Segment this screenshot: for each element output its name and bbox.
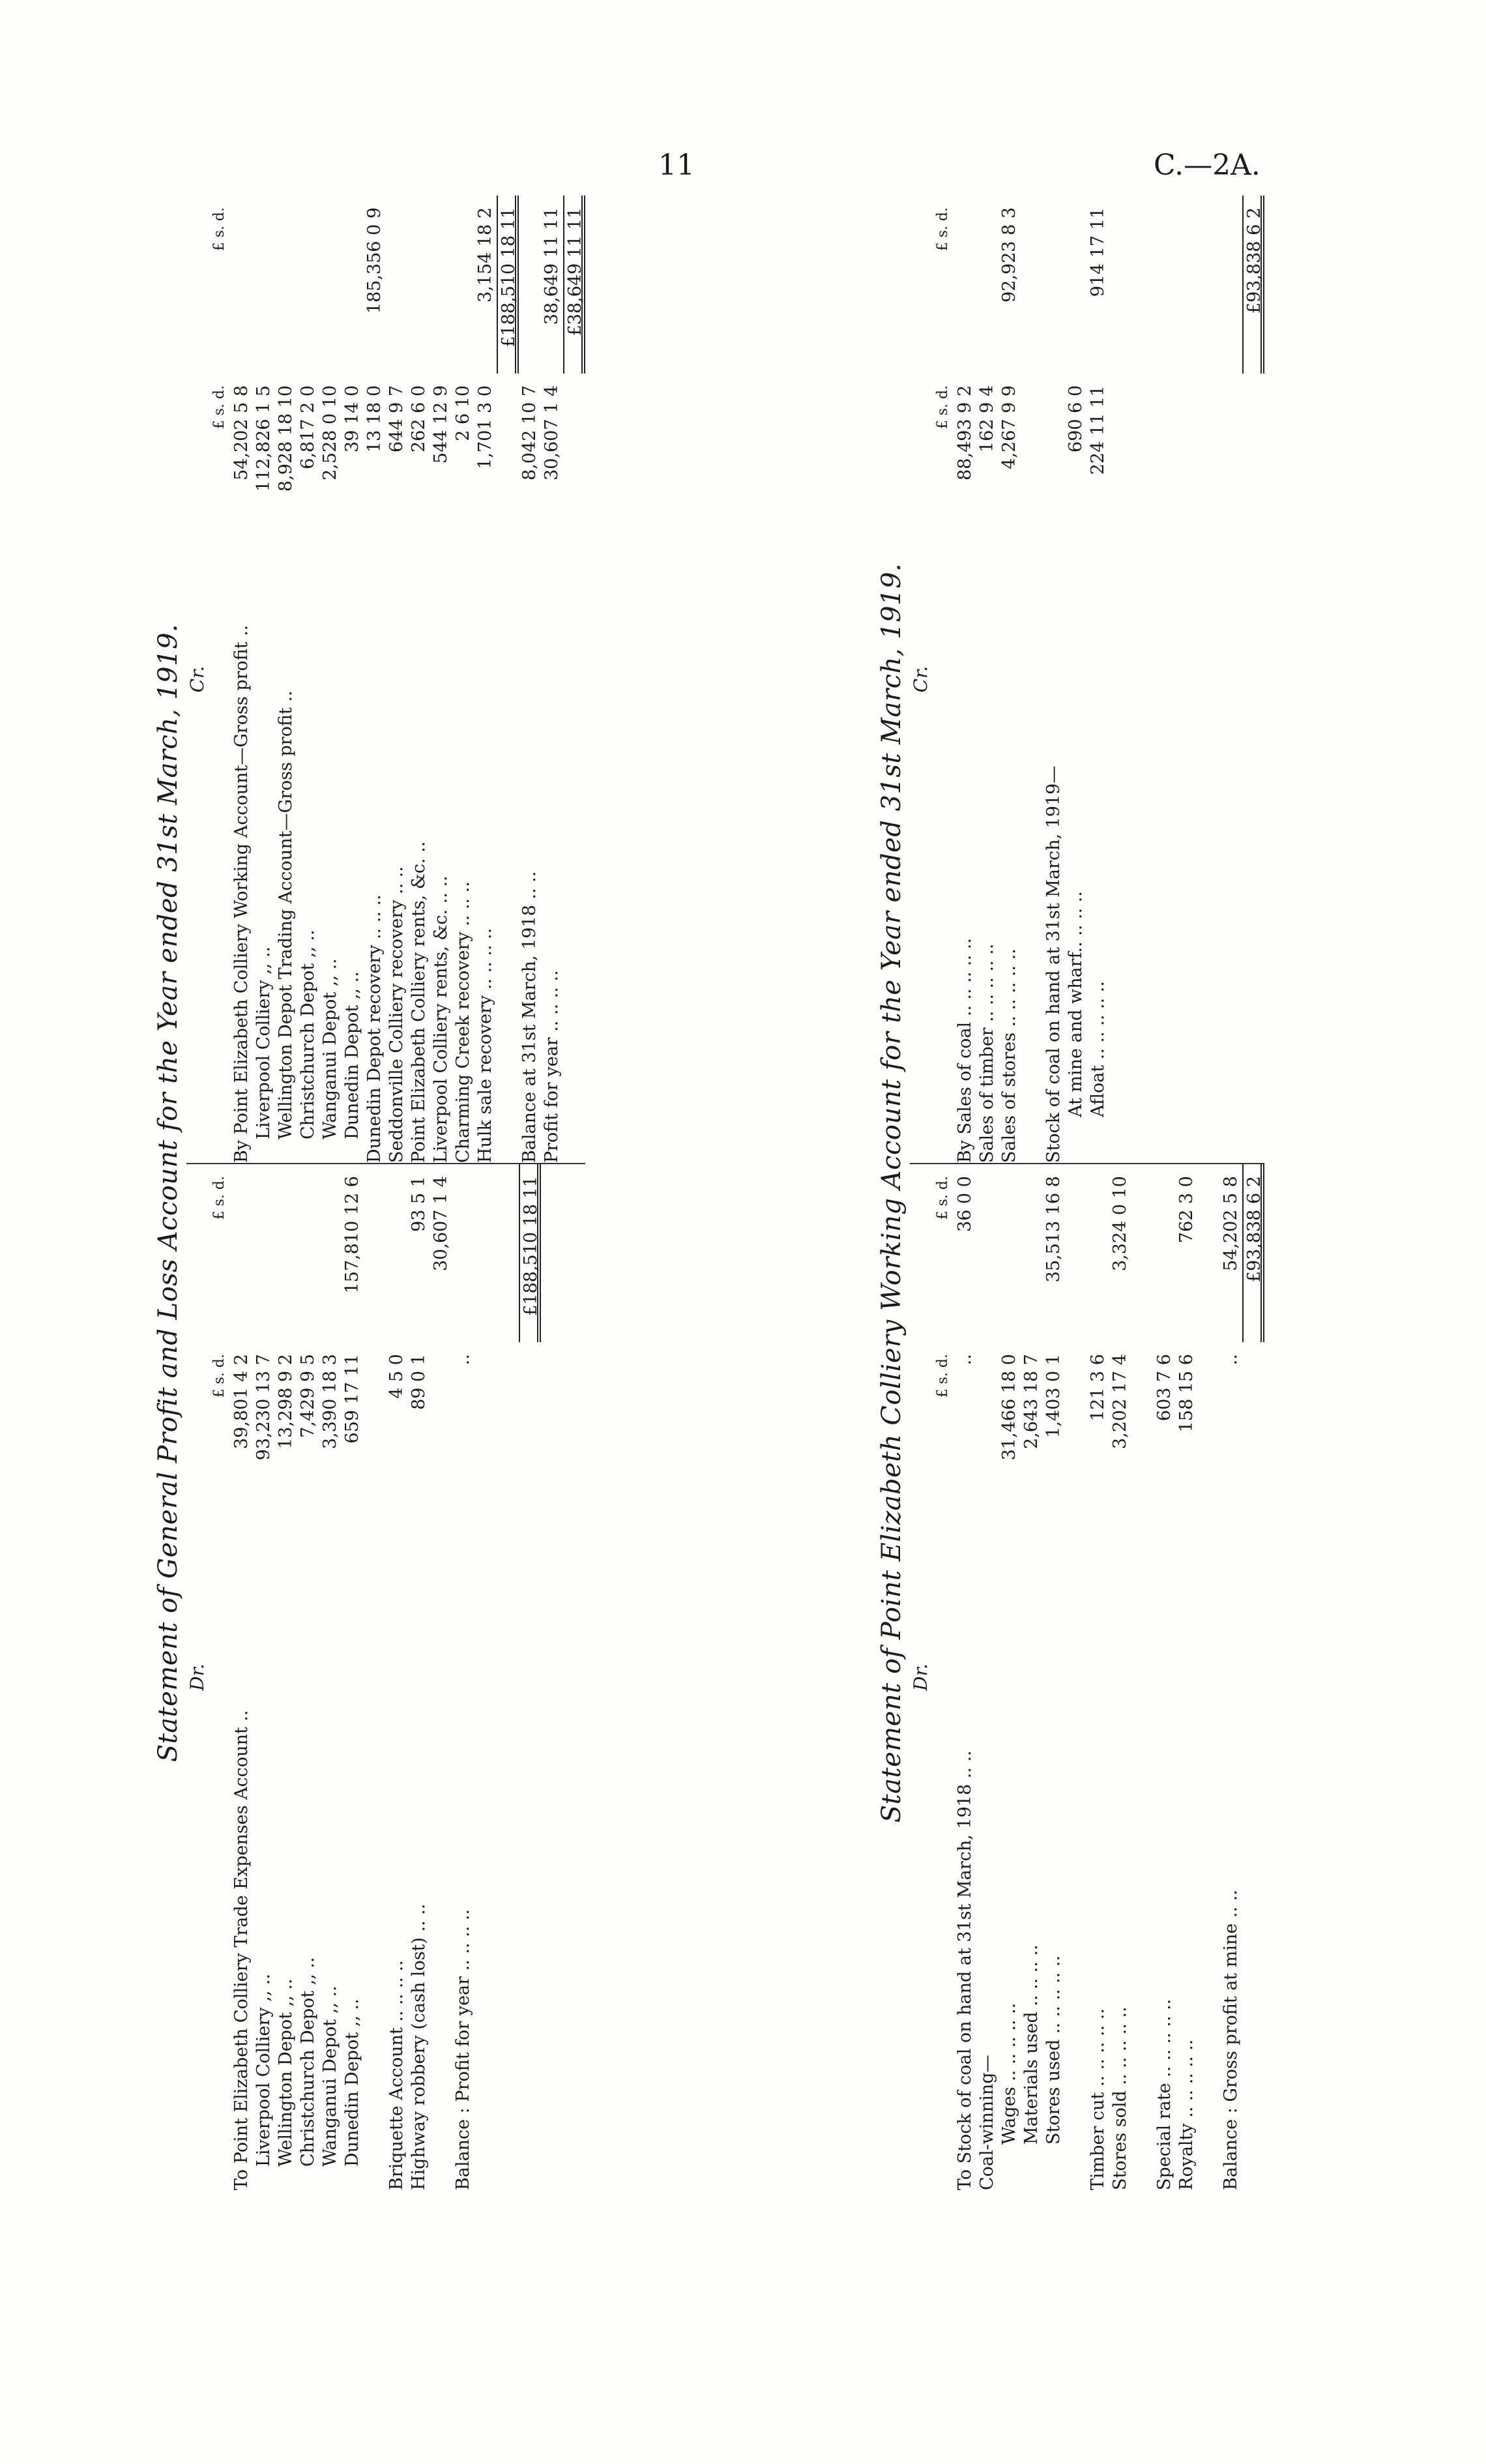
ledger-amount [497, 1342, 519, 1520]
ledger-description: Stores sold .. .. .. .. .. [1110, 2006, 1130, 2190]
ledger-description [497, 551, 519, 1163]
ledger-amount: .. [453, 1354, 473, 1366]
ledger-description: To Point Elizabeth Colliery Trade Expenses Account .. [231, 1710, 252, 2190]
ledger-row [998, 196, 1021, 1163]
ledger-description: Stock of coal on hand at 31st March, 1919— [1043, 765, 1064, 1164]
ledger-description: Charming Creek recovery .. .. .. [453, 881, 473, 1164]
ledger-total [408, 196, 430, 374]
ledger-amount: 7,429 9 5 [298, 1354, 318, 1438]
ledger-amount: 262 6 0 [409, 385, 429, 453]
ledger-row [1198, 1164, 1220, 2190]
ledger-description: Wellington Depot Trading Account—Gross profit .. [276, 690, 296, 1140]
ledger-total: 30,607 1 4 [431, 1176, 451, 1272]
ledger-amount: 1,403 0 1 [1043, 1354, 1064, 1438]
page-number: 11 [658, 149, 695, 182]
general-profit-loss-statement [150, 196, 736, 2190]
ledger-row [954, 1164, 976, 2190]
ledger-amount: 544 12 9 [431, 385, 451, 464]
ledger-row [541, 196, 563, 1163]
ledger-description: To Stock of coal on hand at 31st March, 1918 .. .. [955, 1750, 975, 2190]
ledger-description: Coal-winning— [977, 2055, 997, 2190]
ledger-description [563, 551, 585, 1163]
ledger-total [452, 196, 474, 374]
ledger-amount: 8,928 18 10 [276, 385, 296, 492]
ledger-total: 762 3 0 [1176, 1176, 1197, 1244]
ledger-row [1109, 1164, 1131, 2190]
ledger-total [430, 196, 452, 374]
ledger-amount [1043, 374, 1065, 551]
ledger-total [1154, 196, 1176, 374]
ledger-total [386, 196, 408, 374]
ledger-row [1087, 1164, 1109, 2190]
ledger-amount: 13,298 9 2 [276, 1354, 296, 1450]
ledger-amount: 89 0 1 [409, 1354, 429, 1410]
ledger-description: Dunedin Depot ,, .. [342, 971, 362, 1140]
ledger-row [430, 1164, 452, 2190]
ledger-row [319, 196, 342, 1163]
column-header: £ s. d. [935, 385, 951, 430]
ledger-amount: .. [955, 1354, 975, 1366]
ledger-total: 185,356 0 9 [364, 207, 385, 314]
column-header: £ s. d. [211, 385, 227, 430]
ledger-total [1043, 196, 1065, 374]
ledger-row [1021, 1164, 1043, 2190]
ledger-amount: 603 7 6 [1154, 1354, 1174, 1422]
ledger-total [976, 1164, 998, 1342]
ledger-amount: 2 6 10 [453, 385, 473, 441]
ledger-description: Stores used .. .. .. .. .. [1043, 1955, 1064, 2145]
ledger-row [342, 1164, 364, 2190]
ledger-amount: 4 5 0 [386, 1354, 407, 1399]
ledger-row [1021, 196, 1043, 1163]
ledger-row [1154, 196, 1176, 1163]
credit-side [186, 196, 585, 1164]
ledger-description: Timber cut .. .. .. .. .. [1088, 2008, 1108, 2190]
ledger-amount: 3,202 17 4 [1110, 1354, 1130, 1450]
debit-label: Dr. [910, 1664, 931, 1691]
ledger-total [319, 196, 342, 374]
ledger-row [430, 196, 452, 1163]
ledger-description: Dunedin Depot ,, .. [342, 1999, 362, 2167]
ledger-amount: 690 6 0 [1066, 385, 1086, 453]
ledger-total [1021, 1164, 1043, 1342]
ledger-row [1176, 1164, 1198, 2190]
ledger-total [1198, 1164, 1220, 1342]
ledger-description: Briquette Account .. .. .. .. [386, 1960, 407, 2190]
ledger-amount [1131, 1342, 1154, 1520]
ledger-description: Balance at 31st March, 1918 .. .. [519, 871, 540, 1164]
ledger-total [275, 196, 297, 374]
ledger-description: Wages .. .. .. .. .. [999, 2002, 1019, 2145]
column-header: £ s. d. [935, 207, 951, 252]
ledger-description [1242, 551, 1264, 1163]
ledger-description: Afloat .. .. .. .. .. [1088, 981, 1108, 1118]
ledger-amount: 162 9 4 [977, 385, 997, 453]
column-headers [209, 196, 231, 1163]
ledger-description: Balance : Profit for year .. .. .. .. [453, 1909, 473, 2190]
ledger-description: At mine and wharf.. .. .. .. [1066, 891, 1086, 1118]
ledger-total: £93,838 6 2 [1242, 1164, 1264, 1342]
ledger-amount: 3,390 18 3 [320, 1354, 340, 1450]
ledger-row [1043, 196, 1065, 1163]
ledger-row [1131, 1164, 1154, 2190]
ledger-amount: 112,826 1 5 [254, 385, 274, 492]
ledger-description: Wanganui Depot ,, .. [320, 1986, 340, 2167]
ledger-amount [1176, 374, 1198, 551]
ledger-description [497, 1520, 519, 2190]
ledger-row [1198, 196, 1220, 1163]
ledger-row [253, 1164, 275, 2190]
ledger-total [1220, 196, 1242, 374]
ledger-total [297, 196, 319, 374]
ledger-description [1131, 551, 1154, 1163]
ledger-total [519, 196, 541, 374]
ledger-row [1087, 196, 1109, 1163]
ledger-row [408, 196, 430, 1163]
ledger-total: 3,324 0 10 [1110, 1176, 1130, 1272]
ledger-description [430, 1520, 452, 2190]
ledger-amount [1131, 374, 1154, 551]
column-header: £ s. d. [211, 1354, 227, 1398]
ledger-total [1198, 196, 1220, 374]
ledger-description: Highway robbery (cash lost) .. .. [409, 1903, 429, 2190]
ledger-row [1065, 196, 1087, 1163]
ledger-row [452, 196, 474, 1163]
ledger-total: 914 17 11 [1088, 207, 1108, 297]
ledger-description: Dunedin Depot recovery .. .. .. [364, 894, 385, 1164]
ledger-amount: 6,817 2 0 [298, 385, 318, 469]
ledger-total: 92,923 8 3 [999, 207, 1019, 302]
ledger-row [519, 196, 541, 1163]
ledger-total [998, 1164, 1021, 1342]
ledger-amount: 39,801 4 2 [231, 1354, 252, 1450]
ledger-description [1198, 551, 1220, 1163]
ledger-total: 54,202 5 8 [1221, 1176, 1241, 1272]
ledger-row [1220, 1164, 1242, 2190]
ledger-total [452, 1164, 474, 1342]
ledger-total [1109, 196, 1131, 374]
column-header: £ s. d. [211, 1176, 227, 1220]
ledger-total [954, 196, 976, 374]
ledger-amount: 31,466 18 0 [999, 1354, 1019, 1461]
ledger-amount [1021, 374, 1043, 551]
ledger-description: Wellington Depot ,, .. [276, 1978, 296, 2167]
ledger-row [231, 196, 253, 1163]
ledger-amount: 644 9 7 [386, 385, 407, 453]
ledger-description [474, 1520, 497, 2190]
ledger-row [563, 196, 585, 1163]
ledger-row [474, 196, 497, 1163]
ledger-row [1242, 1164, 1264, 2190]
ledger-total [497, 1164, 519, 1342]
ledger-row [1109, 196, 1131, 1163]
ledger-description: Liverpool Colliery ,, .. [254, 946, 274, 1140]
ledger-row [275, 196, 297, 1163]
ledger-row [497, 1164, 519, 2190]
column-header: £ s. d. [211, 207, 227, 252]
credit-label: Cr. [186, 666, 208, 693]
ledger-description: Sales of stores .. .. .. .. .. [999, 948, 1019, 1164]
ledger-description: Balance : Gross profit at mine .. .. [1221, 1890, 1241, 2190]
ledger-row [1242, 196, 1264, 1163]
ledger-amount: 659 17 11 [342, 1354, 362, 1444]
ledger-total: 36 0 0 [955, 1176, 975, 1232]
ledger-total: £188,510 18 11 [497, 196, 519, 374]
column-headers [209, 1164, 231, 2190]
ledger-total [1131, 1164, 1154, 1342]
ledger-amount [1198, 1342, 1220, 1520]
ledger-description: Hulk sale recovery .. .. .. .. [475, 928, 495, 1164]
ledger-amount: 88,493 9 2 [955, 385, 975, 480]
ledger-description: Liverpool Colliery rents, &c. .. .. [431, 875, 451, 1164]
ledger-amount: .. [1221, 1354, 1241, 1366]
ledger-amount: 4,267 9 9 [999, 385, 1019, 469]
debit-side [910, 1164, 1264, 2190]
statement-title: Statement of Point Elizabeth Colliery Working Account for the Year ended 31st March, 1919. [877, 563, 907, 1823]
ledger-total [319, 1164, 342, 1342]
ledger-row [954, 196, 976, 1163]
ledger-total [1021, 196, 1043, 374]
ledger-total [231, 196, 253, 374]
ledger-total: £93,838 6 2 [1242, 196, 1264, 374]
ledger-row [364, 1164, 386, 2190]
ledger-amount: 30,607 1 4 [542, 385, 562, 480]
ledger-description: Special rate .. .. .. .. .. [1154, 1999, 1174, 2190]
ledger-description [1021, 551, 1043, 1163]
ledger-total: £188,510 18 11 [519, 1164, 541, 1342]
debit-side [186, 1164, 541, 2190]
ledger-total: 93 5 1 [409, 1176, 429, 1232]
ledger-row [386, 1164, 408, 2190]
ledger-description [1198, 1520, 1220, 2190]
ledger-amount [497, 374, 519, 551]
ledger-total [474, 1164, 497, 1342]
ledger-description: Liverpool Colliery ,, .. [254, 1973, 274, 2167]
ledger-total: 157,810 12 6 [342, 1176, 362, 1294]
ledger-row [519, 1164, 541, 2190]
ledger-total [1131, 196, 1154, 374]
ledger-amount: 2,528 0 10 [320, 385, 340, 480]
debit-label: Dr. [186, 1664, 208, 1691]
ledger-description: Seddonville Colliery recovery .. .. [386, 866, 407, 1164]
ledger-total [1176, 196, 1198, 374]
credit-label: Cr. [910, 666, 931, 693]
ledger-row [497, 196, 519, 1163]
ledger-row [1131, 196, 1154, 1163]
ledger-description: Christchurch Depot ,, .. [298, 1957, 318, 2167]
ledger-amount [1242, 374, 1264, 551]
ledger-total [275, 1164, 297, 1342]
page-reference: C.—2A. [1154, 149, 1260, 182]
ledger-description [1220, 551, 1242, 1163]
ledger-amount: 8,042 10 7 [519, 385, 540, 480]
ledger-row [1176, 196, 1198, 1163]
column-headers [932, 196, 954, 1163]
ledger-amount [1220, 374, 1242, 551]
ledger-amount [976, 1342, 998, 1520]
ledger-total [1087, 1164, 1109, 1342]
ledger-total: 35,513 16 8 [1043, 1176, 1064, 1283]
ledger-total [1065, 1164, 1087, 1342]
ledger-description [1065, 1520, 1087, 2190]
ledger-amount: 121 3 6 [1088, 1354, 1108, 1422]
ledger-row [408, 1164, 430, 2190]
ledger-row [297, 196, 319, 1163]
ledger-description: Wanganui Depot ,, .. [320, 958, 340, 1140]
credit-side [910, 196, 1264, 1164]
ledger-amount: 158 15 6 [1176, 1354, 1197, 1433]
ledger-amount: 2,643 18 7 [1021, 1354, 1042, 1450]
ledger-row [976, 1164, 998, 2190]
ledger-amount [474, 1342, 497, 1520]
ledger-row [1043, 1164, 1065, 2190]
ledger-amount [563, 374, 585, 551]
ledger-amount [519, 1342, 541, 1520]
column-headers [932, 1164, 954, 2190]
ledger-description: By Point Elizabeth Colliery Working Account—Gross profit .. [231, 624, 252, 1164]
ledger-row [1065, 1164, 1087, 2190]
ledger-row [998, 1164, 1021, 2190]
ledger-description [1176, 551, 1198, 1163]
ledger-amount: 13 18 0 [364, 385, 385, 453]
ledger-total [1154, 1164, 1176, 1342]
ledger-description [1154, 551, 1176, 1163]
ledger-row [253, 196, 275, 1163]
ledger-total [253, 196, 275, 374]
ledger-total: 38,649 11 11 [542, 207, 562, 325]
ledger-total [297, 1164, 319, 1342]
ledger-row [297, 1164, 319, 2190]
ledger-row [319, 1164, 342, 2190]
ledger-description: By Sales of coal .. .. .. .. .. [955, 938, 975, 1164]
ledger-description [364, 1520, 386, 2190]
ledger-description: Point Elizabeth Colliery rents, &c. .. [409, 841, 429, 1164]
ledger-amount [1109, 374, 1131, 551]
ledger-description: Materials used .. .. .. .. [1021, 1944, 1042, 2145]
ledger-amount [1065, 1342, 1087, 1520]
ledger-description: Profit for year .. .. .. .. [542, 970, 562, 1164]
statement-title: Statement of General Profit and Loss Account for the Year ended 31st March, 1919. [153, 623, 183, 1763]
ledger-total [253, 1164, 275, 1342]
ledger-amount: 54,202 5 8 [231, 385, 252, 480]
ledger-row [231, 1164, 253, 2190]
ledger-row [364, 196, 386, 1163]
ledger-row [275, 1164, 297, 2190]
ledger-total: 3,154 18 2 [475, 207, 495, 302]
ledger-amount [1198, 374, 1220, 551]
ledger-amount [1154, 374, 1176, 551]
ledger-total [231, 1164, 253, 1342]
column-header: £ s. d. [935, 1354, 951, 1398]
ledger-description: Sales of timber .. .. .. .. .. [977, 943, 997, 1164]
ledger-amount [430, 1342, 452, 1520]
ledger-row [976, 196, 998, 1163]
ledger-row [1220, 196, 1242, 1163]
ledger-amount: 224 11 11 [1088, 385, 1108, 475]
ledger-description: Royalty .. .. .. .. .. [1176, 2039, 1197, 2190]
ledger-row [342, 196, 364, 1163]
ledger-amount [364, 1342, 386, 1520]
ledger-amount: 1,701 3 0 [475, 385, 495, 469]
ledger-amount: 39 14 0 [342, 385, 362, 453]
ledger-description [519, 1520, 541, 2190]
ledger-amount: 93,230 13 7 [254, 1354, 274, 1461]
ledger-row [386, 196, 408, 1163]
ledger-total [364, 1164, 386, 1342]
ledger-description [1131, 1520, 1154, 2190]
ledger-total [342, 196, 364, 374]
ledger-total [1065, 196, 1087, 374]
column-header: £ s. d. [935, 1176, 951, 1220]
ledger-row [452, 1164, 474, 2190]
ledger-row [474, 1164, 497, 2190]
ledger-amount [1242, 1342, 1264, 1520]
ledger-total [976, 196, 998, 374]
ledger-total [386, 1164, 408, 1342]
ledger-description [1109, 551, 1131, 1163]
point-elizabeth-working-statement [873, 196, 1330, 2190]
ledger-row [1154, 1164, 1176, 2190]
ledger-total: £38,649 11 11 [563, 196, 585, 374]
ledger-description [1242, 1520, 1264, 2190]
ledger-description: Christchurch Depot ,, .. [298, 930, 318, 1140]
